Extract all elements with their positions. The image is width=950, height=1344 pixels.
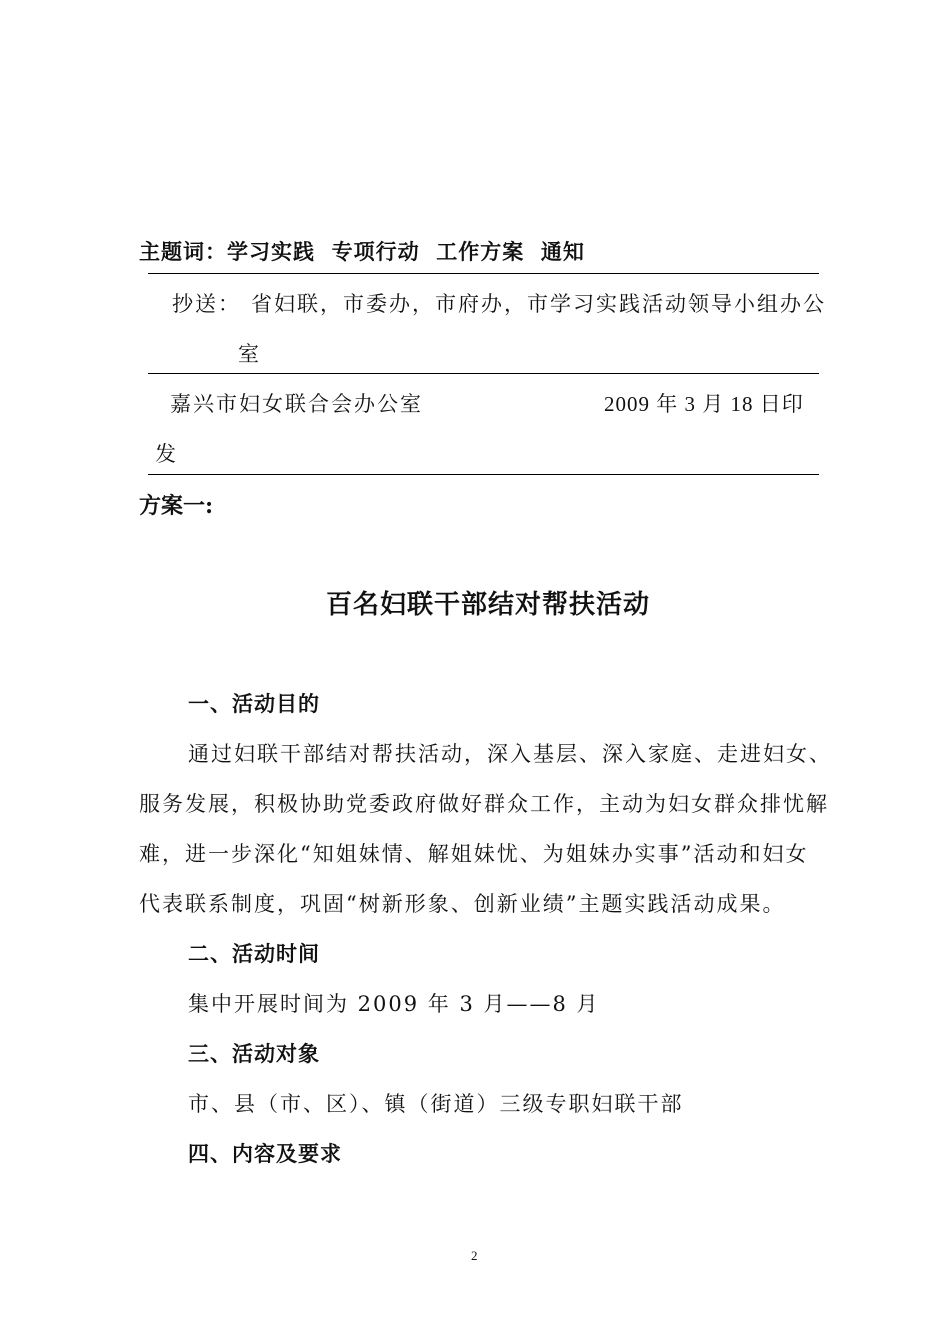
plan-label: 方案一:	[139, 493, 214, 519]
subject-keywords-line	[139, 236, 585, 266]
section-heading: 一、活动目的	[188, 691, 320, 716]
issue-date-tail: 发	[155, 442, 178, 466]
divider-rule-2	[148, 373, 819, 374]
section-heading: 三、活动对象	[188, 1041, 320, 1066]
subject-label: 主题词：	[139, 239, 227, 264]
divider-rule-3	[148, 474, 819, 475]
paragraph-line: 市、县（市、区）、镇（街道）三级专职妇联干部	[188, 1092, 684, 1116]
cc-line	[172, 288, 826, 318]
section-heading: 二、活动时间	[188, 941, 320, 966]
issuer-name: 嘉兴市妇女联合会办公室	[170, 392, 423, 416]
paragraph-line: 服务发展，积极协助党委政府做好群众工作，主动为妇女群众排忧解	[139, 792, 829, 816]
paragraph-line: 代表联系制度，巩固“树新形象、创新业绩”主题实践活动成果。	[139, 892, 786, 916]
cc-recipients: 省妇联，市委办，市府办，市学习实践活动领导小组办公	[251, 292, 826, 316]
subject-keywords: 学习实践 专项行动 工作方案 通知	[227, 239, 585, 264]
section-heading: 四、内容及要求	[188, 1141, 342, 1166]
divider-rule-1	[148, 273, 819, 274]
cc-label: 抄送：	[172, 292, 241, 316]
page-number: 2	[471, 1248, 478, 1263]
paragraph-line: 通过妇联干部结对帮扶活动，深入基层、深入家庭、走进妇女、	[188, 742, 832, 766]
issue-date: 2009 年 3 月 18 日印	[604, 392, 804, 416]
paragraph-line: 难，进一步深化“知姐妹情、解姐妹忧、为姐妹办实事”活动和妇女	[139, 842, 809, 866]
document-title: 百名妇联干部结对帮扶活动	[326, 590, 651, 620]
cc-recipients-continued: 室	[238, 342, 261, 366]
paragraph-line: 集中开展时间为 2009 年 3 月——8 月	[188, 992, 600, 1016]
